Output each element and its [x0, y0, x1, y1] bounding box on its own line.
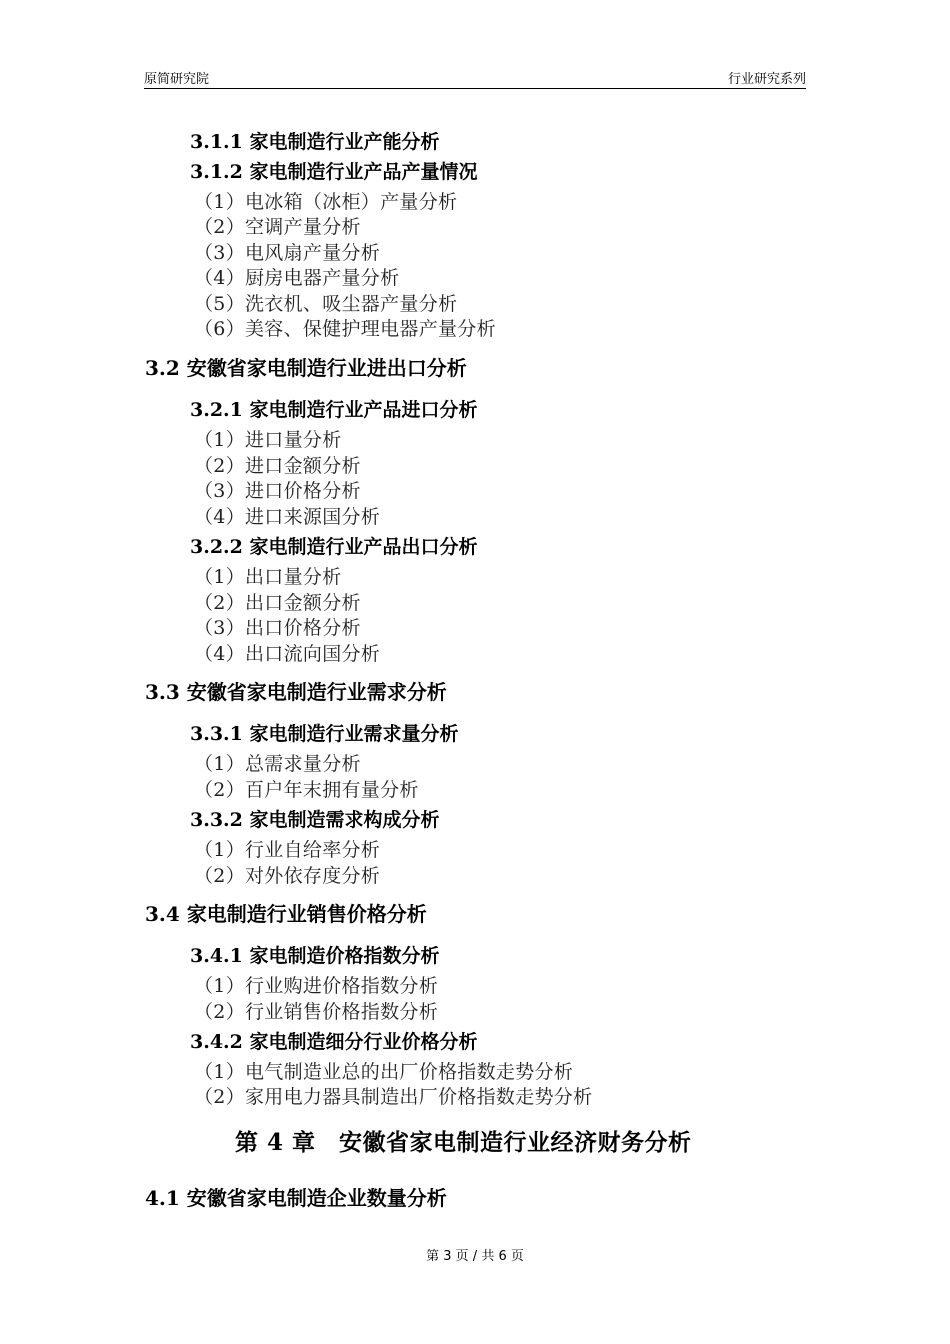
toc-item: （1）电冰箱（冰柜）产量分析 — [194, 191, 458, 213]
toc-item: （2）家用电力器具制造出厂价格指数走势分析 — [194, 1086, 593, 1108]
toc-heading-3: 3.3.2 家电制造需求构成分析 — [190, 809, 440, 831]
toc-item: （2）空调产量分析 — [194, 216, 361, 238]
toc-heading-3: 3.1.2 家电制造行业产品产量情况 — [190, 161, 478, 183]
toc-item: （1）总需求量分析 — [194, 753, 361, 775]
toc-item: （3）进口价格分析 — [194, 480, 361, 502]
toc-heading-3: 3.1.1 家电制造行业产能分析 — [190, 131, 440, 153]
toc-item: （1）行业自给率分析 — [194, 839, 381, 861]
toc-heading-2: 4.1 安徽省家电制造企业数量分析 — [145, 1186, 447, 1210]
toc-item: （4）进口来源国分析 — [194, 506, 381, 528]
toc-item: （3）电风扇产量分析 — [194, 242, 381, 264]
toc-item: （2）进口金额分析 — [194, 455, 361, 477]
toc-item: （1）行业购进价格指数分析 — [194, 975, 438, 997]
toc-item: （2）百户年末拥有量分析 — [194, 779, 419, 801]
toc-heading-3: 3.2.1 家电制造行业产品进口分析 — [190, 399, 478, 421]
toc-heading-2: 3.2 安徽省家电制造行业进出口分析 — [145, 356, 467, 380]
toc-heading-3: 3.2.2 家电制造行业产品出口分析 — [190, 536, 478, 558]
toc-heading-3: 3.4.2 家电制造细分行业价格分析 — [190, 1031, 478, 1053]
header-org: 原简研究院 — [144, 72, 210, 87]
toc-item: （5）洗衣机、吸尘器产量分析 — [194, 293, 458, 315]
toc-heading-2: 3.4 家电制造行业销售价格分析 — [145, 902, 427, 926]
toc-heading-3: 3.4.1 家电制造价格指数分析 — [190, 945, 440, 967]
toc-item: （4）出口流向国分析 — [194, 643, 381, 665]
toc-item: （2）出口金额分析 — [194, 592, 361, 614]
toc-heading-2: 3.3 安徽省家电制造行业需求分析 — [145, 680, 447, 704]
toc-item: （6）美容、保健护理电器产量分析 — [194, 318, 496, 340]
toc-item: （2）对外依存度分析 — [194, 865, 381, 887]
toc-chapter-heading: 第 4 章 安徽省家电制造行业经济财务分析 — [235, 1129, 692, 1156]
toc-item: （3）出口价格分析 — [194, 617, 361, 639]
toc-item: （1）电气制造业总的出厂价格指数走势分析 — [194, 1061, 574, 1083]
page-header — [144, 66, 806, 89]
page-footer — [0, 1245, 950, 1264]
toc-item: （1）进口量分析 — [194, 429, 342, 451]
page-number: 第 3 页 / 共 6 页 — [426, 1249, 524, 1264]
toc-item: （1）出口量分析 — [194, 566, 342, 588]
toc-item: （2）行业销售价格指数分析 — [194, 1001, 438, 1023]
toc-heading-3: 3.3.1 家电制造行业需求量分析 — [190, 723, 459, 745]
toc-item: （4）厨房电器产量分析 — [194, 267, 400, 289]
header-series: 行业研究系列 — [727, 72, 806, 87]
